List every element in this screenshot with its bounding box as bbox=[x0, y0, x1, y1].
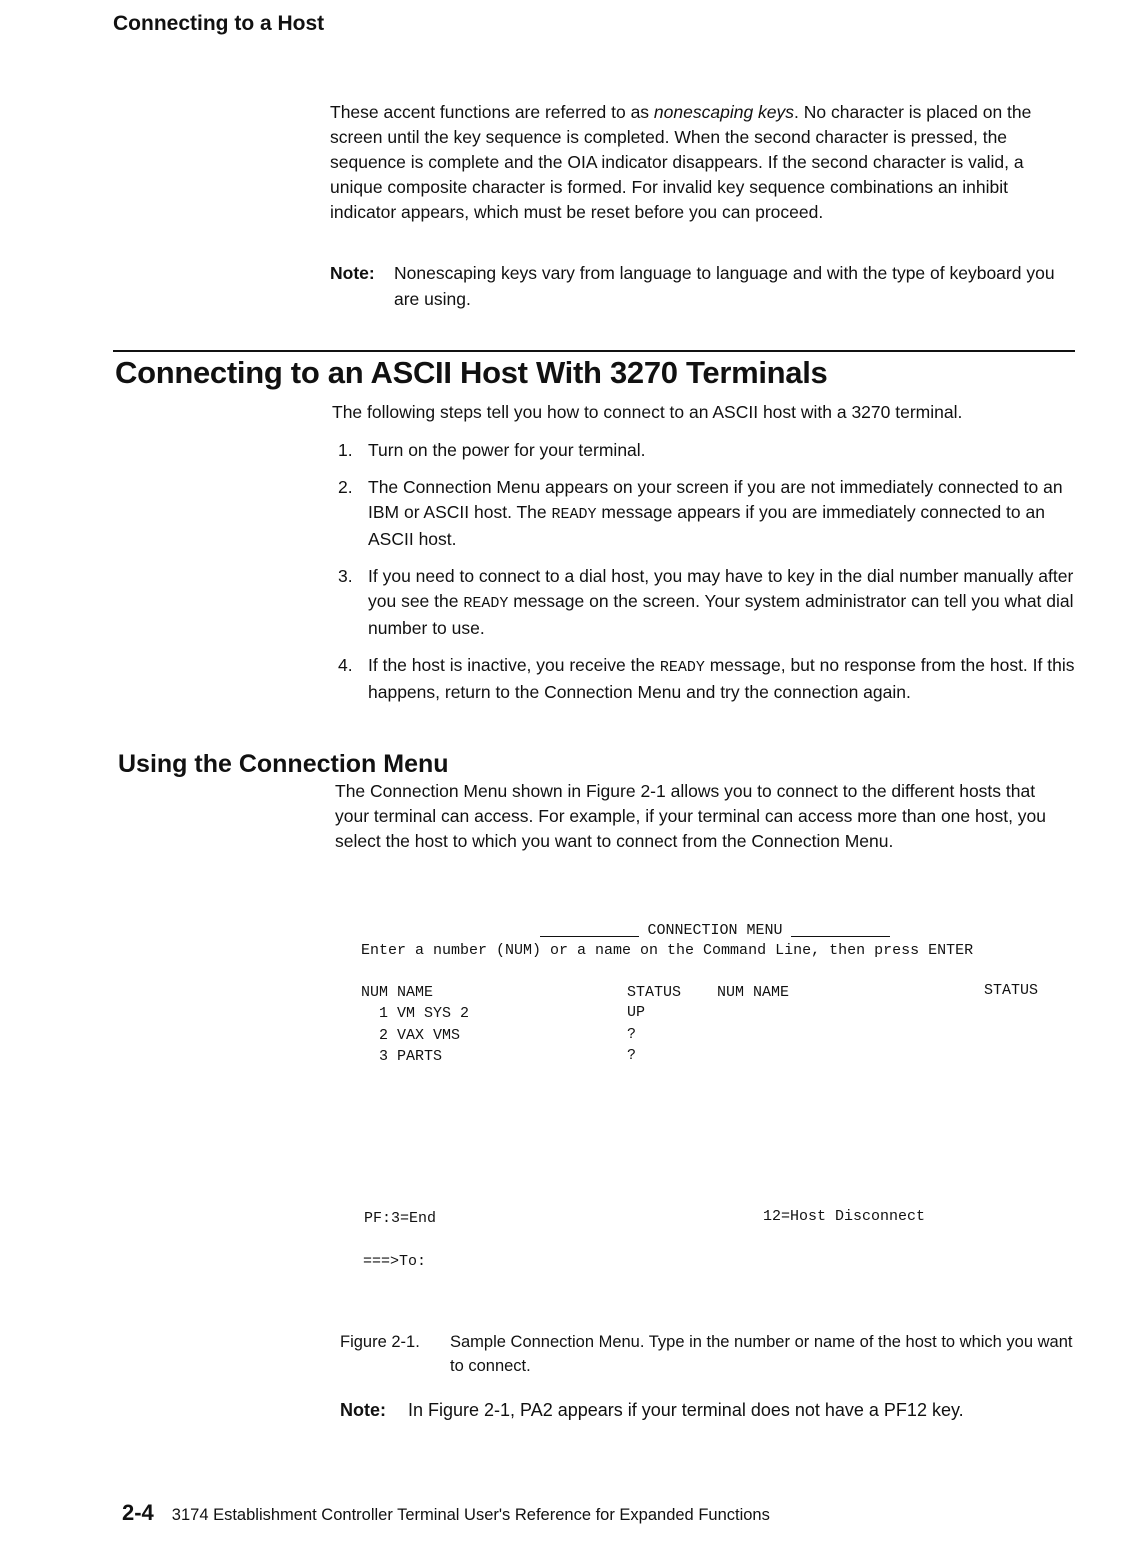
ready-code: READY bbox=[463, 595, 509, 612]
step-number: 4. bbox=[338, 655, 353, 675]
host-num: 1 bbox=[379, 1005, 389, 1022]
note-pa2 bbox=[340, 1400, 1080, 1421]
step-text-part: message on the screen. Your system administrator can tell you what dial number to use. bbox=[368, 591, 1074, 638]
step-text-part: message, but no response from the host. If this happens, return to the Connection Menu and try the connection again. bbox=[368, 655, 1075, 702]
step-text-part: The Connection Menu appears on your screen if you are not immediately connected to an IBM or ASCII host. The bbox=[368, 477, 1063, 522]
title-rule-left bbox=[540, 924, 639, 937]
host-status: ? bbox=[627, 1047, 637, 1064]
para1-after: . No character is placed on the screen until the key sequence is completed. When the second character is pressed, the sequence is complete and the OIA indicator disappears. If the second character is valid, a unique composite character is formed. For invalid key sequence combinations an inhibit indicator appears, which must be reset before you can proceed. bbox=[330, 102, 1032, 222]
nonescaping-term: nonescaping keys bbox=[653, 102, 795, 122]
figure-caption-text: Sample Connection Menu. Type in the number or name of the host to which you want to connect. bbox=[450, 1333, 1073, 1375]
step-text bbox=[368, 438, 1078, 463]
subsection-heading-connection-menu: Using the Connection Menu bbox=[118, 750, 449, 778]
step-text bbox=[368, 475, 1078, 552]
figure-caption bbox=[340, 1330, 1080, 1378]
section-heading-ascii-host: Connecting to an ASCII Host With 3270 Terminals bbox=[115, 355, 828, 390]
para1-before: These accent functions are referred to as bbox=[330, 102, 654, 122]
list-item bbox=[338, 438, 1078, 463]
step-text-part: Turn on the power for your terminal. bbox=[368, 440, 646, 460]
screen-title bbox=[540, 922, 890, 939]
column-header-status: STATUS bbox=[627, 984, 682, 1001]
page-number: 2-4 bbox=[122, 1500, 154, 1525]
book-title: 3174 Establishment Controller Terminal User's Reference for Expanded Functions bbox=[171, 1506, 770, 1524]
steps-intro: The following steps tell you how to connect to an ASCII host with a 3270 terminal. bbox=[332, 402, 963, 422]
step-text bbox=[368, 564, 1078, 641]
step-number: 3. bbox=[338, 566, 353, 586]
command-line: ===>To: bbox=[363, 1253, 427, 1270]
pf-key-host-disconnect: 12=Host Disconnect bbox=[763, 1208, 926, 1225]
note-label: Note: bbox=[340, 1400, 386, 1420]
pf-key-end: PF:3=End bbox=[364, 1210, 437, 1227]
ready-code: READY bbox=[659, 659, 705, 676]
column-header-num-name: NUM NAME bbox=[361, 984, 434, 1001]
connection-menu-paragraph: The Connection Menu shown in Figure 2-1 allows you to connect to the different hosts that your terminal can access. For example, if your terminal can access more than one host, you select the host to which you want to connect from the Connection Menu. bbox=[335, 781, 1047, 851]
steps-list bbox=[338, 438, 1078, 717]
step-number: 1. bbox=[338, 440, 353, 460]
title-rule-right bbox=[791, 924, 890, 937]
page-footer bbox=[122, 1500, 770, 1526]
note-nonescaping bbox=[330, 260, 1070, 312]
running-head: Connecting to a Host bbox=[113, 12, 325, 35]
step-text bbox=[368, 653, 1078, 705]
host-status: UP bbox=[627, 1004, 646, 1021]
ready-code: READY bbox=[551, 506, 597, 523]
list-item bbox=[338, 653, 1078, 705]
list-item bbox=[338, 475, 1078, 552]
note-text: Nonescaping keys vary from language to language and with the type of keyboard you are using. bbox=[394, 263, 1055, 309]
step-text-part: message appears if you are immediately connected to an ASCII host. bbox=[368, 502, 1045, 549]
column-header-status-2: STATUS bbox=[984, 982, 1039, 999]
host-name: VAX VMS bbox=[397, 1027, 461, 1044]
accent-functions-paragraph bbox=[330, 100, 1070, 225]
host-name: PARTS bbox=[397, 1048, 443, 1065]
step-number: 2. bbox=[338, 477, 353, 497]
note-text: In Figure 2-1, PA2 appears if your terminal does not have a PF12 key. bbox=[408, 1400, 964, 1420]
section-rule bbox=[113, 350, 1075, 352]
host-num: 2 bbox=[379, 1027, 389, 1044]
column-header-num-name-2: NUM NAME bbox=[717, 984, 790, 1001]
step-text-part: If you need to connect to a dial host, you may have to key in the dial number manually after you see the bbox=[368, 566, 1074, 611]
figure-label: Figure 2-1. bbox=[340, 1333, 420, 1351]
host-num: 3 bbox=[379, 1048, 389, 1065]
screen-instruction: Enter a number (NUM) or a name on the Command Line, then press ENTER bbox=[361, 942, 974, 959]
host-status: ? bbox=[627, 1026, 637, 1043]
list-item bbox=[338, 564, 1078, 641]
host-name: VM SYS 2 bbox=[397, 1005, 470, 1022]
screen-title-text: CONNECTION MENU bbox=[647, 922, 783, 939]
note-label: Note: bbox=[330, 263, 375, 283]
step-text-part: If the host is inactive, you receive the bbox=[368, 655, 660, 675]
